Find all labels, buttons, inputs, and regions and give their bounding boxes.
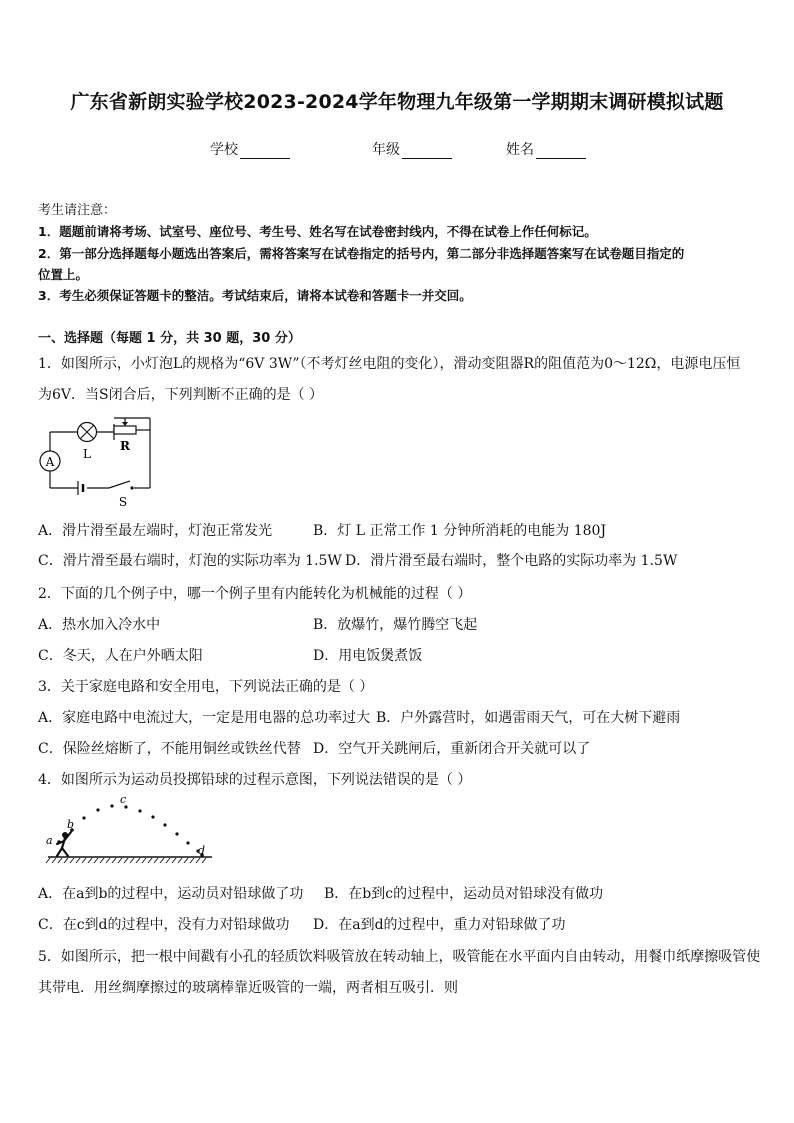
grade-field (372, 139, 452, 159)
ammeter-symbol (40, 451, 60, 471)
q1-option-d[interactable]: D．滑片滑至最右端时，整个电路的实际功率为 1.5W (345, 553, 678, 569)
trajectory-dots (57, 804, 204, 856)
q3-option-b[interactable]: B．户外露营时，如遇雷雨天气，可在大树下避雨 (376, 710, 681, 726)
switch-symbol (109, 481, 134, 509)
circuit-diagram (34, 410, 164, 510)
point-a-label: a (46, 834, 53, 847)
q2-option-b[interactable]: B．放爆竹，爆竹腾空飞起 (313, 617, 478, 633)
school-label: 学校 (210, 142, 238, 158)
notice-item-2-cont: 位置上。 (38, 267, 89, 282)
name-blank[interactable] (536, 144, 586, 159)
q4-option-c[interactable]: C．在c到d的过程中，没有力对铅球做功 (38, 917, 290, 933)
q4-option-b[interactable]: B．在b到c的过程中，运动员对铅球没有做功 (324, 886, 604, 902)
ammeter-label: A (45, 455, 55, 469)
notice-item-1: 1．题题前请将考场、试室号、座位号、考生号、姓名写在试卷密封线内，不得在试卷上作任何标记。 (38, 224, 597, 239)
point-b-label: b (67, 818, 75, 831)
lamp-symbol (78, 423, 97, 462)
shot-put-diagram (40, 792, 220, 870)
q5-stem-line2: 其带电．用丝绸摩擦过的玻璃棒靠近吸管的一端，两者相互吸引．则 (38, 980, 458, 996)
grade-blank[interactable] (402, 144, 452, 159)
q4-stem: 4．如图所示为运动员投掷铅球的过程示意图，下列说法错误的是（ ） (38, 772, 472, 788)
q1-option-c[interactable]: C．滑片滑至最右端时，灯泡的实际功率为 1.5W (38, 553, 342, 569)
q1-stem-line1: 1．如图所示，小灯泡L的规格为“6V 3W”（不考灯丝电阻的变化），滑动变阻器R的阻值范为0～12Ω，电源电压恒 (38, 356, 741, 372)
school-blank[interactable] (240, 144, 290, 159)
battery-symbol (78, 481, 83, 495)
q3-stem: 3．关于家庭电路和安全用电，下列说法正确的是（ ） (38, 679, 374, 695)
athlete-figure (57, 832, 71, 856)
switch-label: S (118, 495, 128, 509)
q2-option-d[interactable]: D．用电饭煲煮饭 (313, 648, 423, 664)
q2-stem: 2．下面的几个例子中，哪一个例子里有内能转化为机械能的过程（ ） (38, 586, 472, 602)
school-field (210, 139, 290, 159)
q3-option-d[interactable]: D．空气开关跳闸后，重新闭合开关就可以了 (313, 741, 591, 757)
point-d-label: d (198, 844, 206, 857)
q3-option-c[interactable]: C．保险丝熔断了，不能用铜丝或铁丝代替 (38, 741, 301, 757)
notice-item-2: 2．第一部分选择题每小题选出答案后，需将答案写在试卷指定的括号内，第二部分非选择题答案写在试卷题目指定的 (38, 246, 685, 261)
q2-option-c[interactable]: C．冬天，人在户外晒太阳 (38, 648, 203, 664)
name-label: 姓名 (506, 142, 534, 158)
name-field (506, 139, 586, 159)
q4-option-d[interactable]: D．在a到d的过程中，重力对铅球做了功 (313, 917, 566, 933)
q1-option-b[interactable]: B．灯 L 正常工作 1 分钟所消耗的电能为 180J (313, 523, 607, 539)
q4-option-a[interactable]: A．在a到b的过程中，运动员对铅球做了功 (38, 886, 304, 902)
page-title: 广东省新朗实验学校2023-2024学年物理九年级第一学期期末调研模拟试题 (70, 91, 724, 113)
notice-heading: 考生请注意： (38, 203, 117, 218)
q1-option-a[interactable]: A．滑片滑至最左端时，灯泡正常发光 (38, 523, 273, 539)
section-heading: 一、选择题（每题 1 分，共 30 题，30 分） (38, 331, 301, 346)
q3-option-a[interactable]: A．家庭电路中电流过大，一定是用电器的总功率过大 (38, 710, 371, 726)
lamp-label: L (83, 447, 91, 461)
rheostat-label: R (120, 439, 130, 453)
rheostat-symbol (114, 418, 150, 453)
notice-item-3: 3．考生必须保证答题卡的整洁。考试结束后，请将本试卷和答题卡一并交回。 (38, 288, 472, 303)
q2-option-a[interactable]: A．热水加入冷水中 (38, 617, 161, 633)
grade-label: 年级 (372, 142, 400, 158)
q5-stem-line1: 5．如图所示，把一根中间戳有小孔的轻质饮料吸管放在转动轴上，吸管能在水平面内自由转动，用餐巾纸摩擦吸管使 (38, 949, 761, 965)
point-c-label: c (120, 793, 127, 806)
q1-stem-line2: 为6V．当S闭合后，下列判断不正确的是（ ） (38, 387, 324, 403)
